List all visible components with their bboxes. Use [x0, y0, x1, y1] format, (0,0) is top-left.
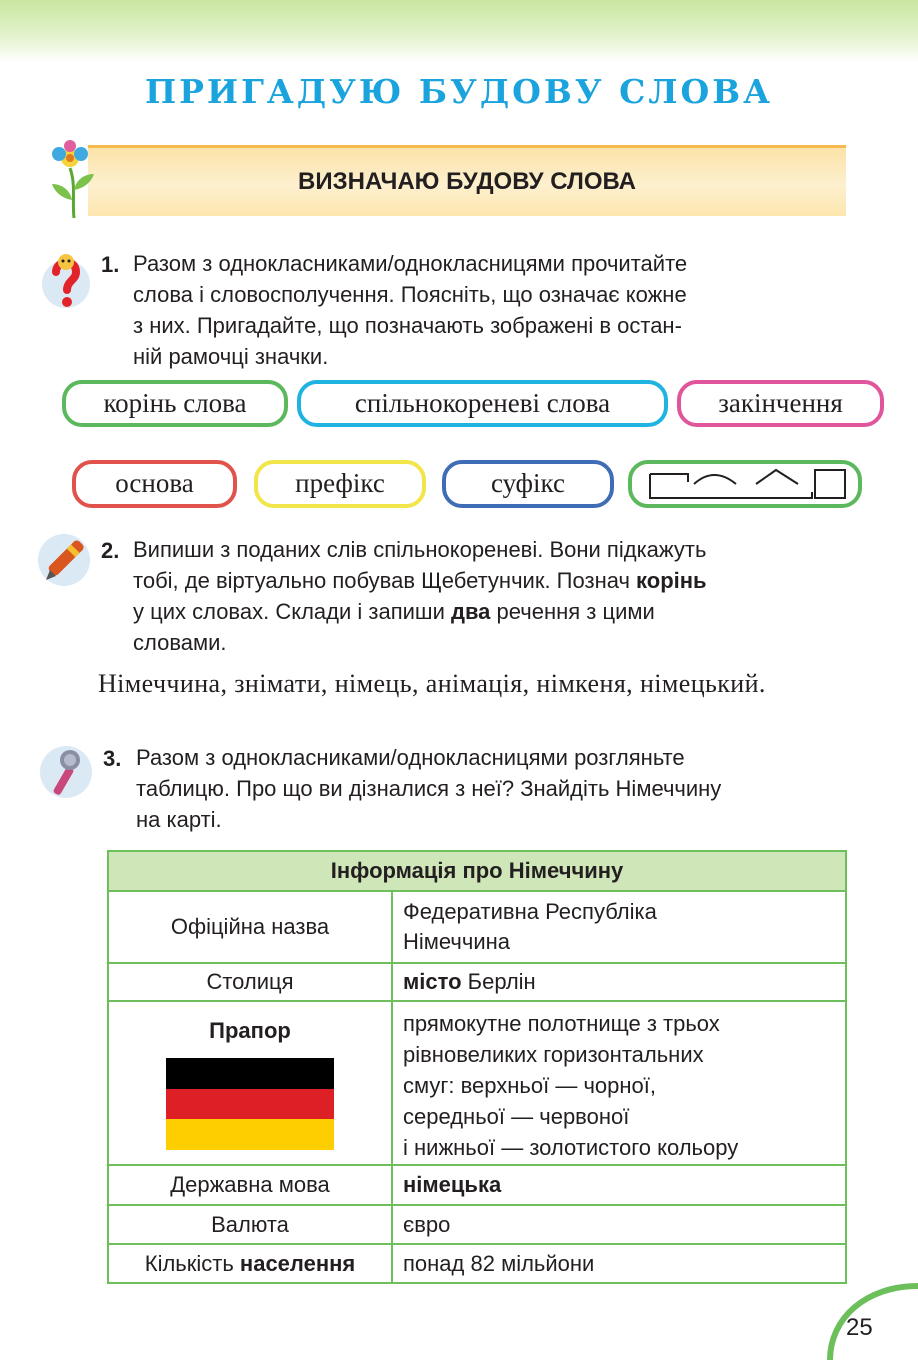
word-box-cognates: спільнокореневі слова	[297, 380, 668, 427]
task-3-line: Разом з однокласниками/однокласницями розгляньте	[136, 745, 685, 770]
microphone-icon	[36, 742, 96, 802]
row-value-line: середньої — червоної	[403, 1104, 630, 1129]
table-title: Інформація про Німеччину	[108, 851, 846, 891]
ending-square-icon	[815, 470, 845, 498]
task-2-line	[133, 596, 845, 627]
task-1-line: Разом з однокласниками/однокласницями прочитайте	[133, 251, 688, 276]
task-2-line	[133, 565, 845, 596]
row-value	[392, 1165, 846, 1205]
word-box-ending: закінчення	[677, 380, 884, 427]
row-value-line: Німеччина	[403, 929, 511, 954]
row-label: Столиця	[108, 963, 392, 1001]
morpheme-symbols	[632, 464, 858, 504]
morpheme-symbols-box	[628, 460, 862, 508]
row-label: Державна мова	[108, 1165, 392, 1205]
row-value	[392, 963, 846, 1001]
row-value: понад 82 мільйони	[392, 1244, 846, 1283]
table-row	[108, 1205, 846, 1244]
row-value-bold: німецька	[403, 1172, 502, 1197]
table-row	[108, 963, 846, 1001]
word-box-suffix: суфікс	[442, 460, 614, 508]
top-decorative-band	[0, 0, 918, 62]
row-label-flag	[108, 1001, 392, 1165]
row-label: Прапор	[209, 1018, 291, 1043]
row-value-bold: місто	[403, 969, 462, 994]
germany-info-table	[107, 850, 847, 1284]
task-2-line: Випиши з поданих слів спільнокореневі. Вони підкажуть	[133, 537, 707, 562]
task-3-number: 3.	[103, 746, 122, 771]
row-value-line: смуг: верхньої — чорної,	[403, 1073, 657, 1098]
task-2-text-part: тобі, де віртуально побував Щебетунчик. Познач	[133, 568, 637, 593]
row-value-line: Федеративна Республіка	[403, 899, 657, 924]
task-2-text	[133, 534, 845, 658]
row-value: євро	[392, 1205, 846, 1244]
prefix-corner-icon	[650, 474, 688, 482]
table-row	[108, 1165, 846, 1205]
word-box-prefix: префікс	[254, 460, 426, 508]
word-box-stem: основа	[72, 460, 237, 508]
table-row	[108, 1244, 846, 1283]
words-list: Німеччина, знімати, німець, анімація, німкеня, німецький.	[98, 669, 766, 698]
task-2-number: 2.	[101, 538, 120, 563]
page-number: 25	[846, 1314, 873, 1341]
row-label-text: Кількість	[144, 1250, 240, 1276]
row-label	[108, 1244, 392, 1283]
task-3-line: на карті.	[136, 807, 222, 832]
flag-stripe-gold	[166, 1119, 334, 1150]
row-label: Офіційна назва	[108, 891, 392, 963]
task-1-text	[133, 248, 845, 372]
row-value-line: прямокутне полотнище з трьох	[403, 1011, 720, 1036]
section-title: ВИЗНАЧАЮ БУДОВУ СЛОВА	[298, 168, 636, 195]
task-3-line: таблицю. Про що ви дізналися з неї? Знайдіть Німеччину	[136, 776, 722, 801]
row-value-line: рівновеликих горизонтальних	[403, 1042, 704, 1067]
task-2-bold-word: корінь	[636, 568, 707, 593]
row-value-line: і нижньої — золотистого кольору	[403, 1135, 739, 1160]
task-1-number: 1.	[101, 252, 120, 277]
flag-stripe-red	[166, 1089, 334, 1120]
germany-flag-icon	[166, 1058, 334, 1150]
root-arc-icon	[694, 475, 736, 484]
table-row	[108, 891, 846, 963]
suffix-caret-icon	[756, 470, 798, 484]
row-value	[392, 1001, 846, 1165]
row-value	[392, 891, 846, 963]
pen-icon	[34, 530, 94, 590]
row-value-text: Берлін	[461, 969, 536, 994]
task-2-text-part: речення з цими	[490, 599, 655, 624]
row-label: Валюта	[108, 1205, 392, 1244]
task-1-line: з них. Пригадайте, що позначають зображені в остан-	[133, 313, 682, 338]
table-row	[108, 1001, 846, 1165]
page-title: ПРИГАДУЮ БУДОВУ СЛОВА	[144, 72, 774, 111]
table-header-row	[108, 851, 846, 891]
question-mark-character-icon	[36, 250, 96, 310]
task-3-text	[136, 742, 845, 835]
task-2-bold-word: два	[450, 599, 491, 624]
task-1-line: ній рамочці значки.	[133, 344, 329, 369]
word-box-root: корінь слова	[62, 380, 288, 427]
task-2-text-part: у цих словах. Склади і запиши	[133, 599, 451, 624]
row-label-bold: населення	[239, 1250, 356, 1276]
task-1-line: слова і словосполучення. Поясніть, що означає кожне	[133, 282, 687, 307]
task-2-line: словами.	[133, 630, 227, 655]
flag-stripe-black	[166, 1058, 334, 1089]
